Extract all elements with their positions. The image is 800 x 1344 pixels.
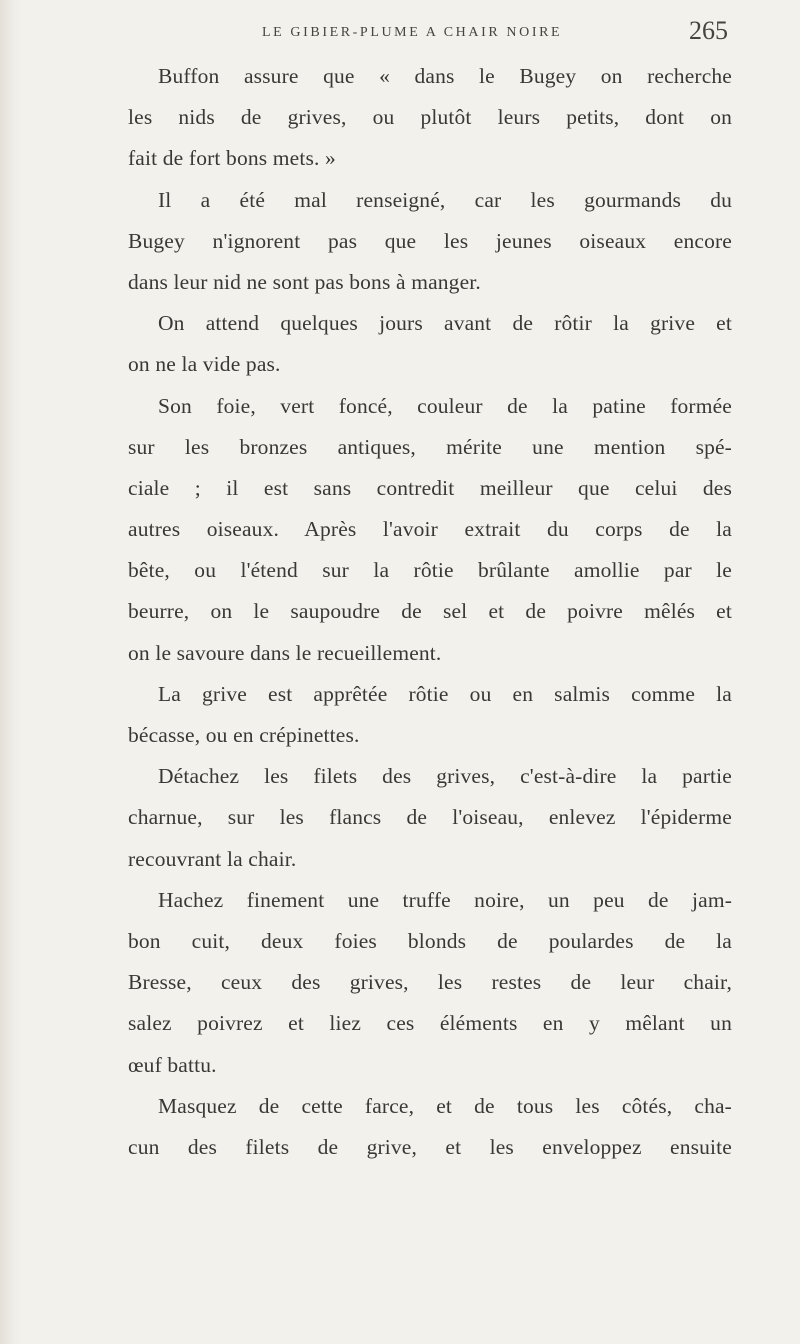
text-line: bête, ou l'étend sur la rôtie brûlante amollie par le: [128, 558, 732, 583]
text-line: bécasse, ou en crépinettes.: [128, 723, 360, 747]
text-line: fait de fort bons mets. »: [128, 146, 336, 171]
text-line: on le savoure dans le recueillement.: [128, 640, 442, 665]
text-line: dans leur nid ne sont pas bons à manger.: [128, 269, 481, 294]
text-line: cun des filets de grive, et les enveloppez ensuite: [128, 1134, 732, 1159]
text-line: beurre, on le saupoudre de sel et de poivre mêlés et: [128, 599, 732, 624]
text-line: sur les bronzes antiques, mérite une mention spé-: [128, 434, 732, 459]
text-line: recouvrant la chair.: [128, 846, 297, 871]
page-number: 265: [689, 16, 728, 45]
text-line: ciale ; il est sans contredit meilleur que celui des: [128, 475, 732, 500]
text-line: charnue, sur les flancs de l'oiseau, enlevez l'épiderme: [128, 805, 732, 830]
text-line: Il a été mal renseigné, car les gourmands du: [158, 187, 732, 212]
text-line: Bugey n'ignorent pas que les jeunes oiseaux encore: [128, 228, 732, 253]
text-line: œuf battu.: [128, 1052, 217, 1077]
text-line: La grive est apprêtée rôtie ou en salmis comme la: [158, 681, 732, 706]
text-line: salez poivrez et liez ces éléments en y mêlant un: [128, 1011, 732, 1036]
text-line: Bresse, ceux des grives, les restes de leur chair,: [128, 970, 732, 995]
text-line: autres oiseaux. Après l'avoir extrait du corps de la: [128, 517, 732, 542]
running-head: [262, 16, 728, 46]
text-line: Buffon assure que « dans le Bugey on recherche: [158, 64, 732, 88]
body-text: [128, 56, 732, 1168]
text-line: Hachez finement une truffe noire, un peu de jam-: [158, 887, 732, 912]
text-line: bon cuit, deux foies blonds de poulardes de la: [128, 928, 732, 953]
text-line: Détachez les filets des grives, c'est-à-dire la partie: [158, 764, 732, 789]
page-gutter-shadow: [0, 0, 22, 1344]
text-line: les nids de grives, ou plutôt leurs petits, dont on: [128, 105, 732, 130]
text-line: on ne la vide pas.: [128, 352, 281, 377]
text-line: Son foie, vert foncé, couleur de la patine formée: [158, 393, 732, 418]
running-title: LE GIBIER-PLUME A CHAIR NOIRE: [262, 25, 563, 40]
text-line: Masquez de cette farce, et de tous les côtés, cha-: [158, 1093, 732, 1118]
text-line: On attend quelques jours avant de rôtir la grive et: [158, 311, 732, 336]
